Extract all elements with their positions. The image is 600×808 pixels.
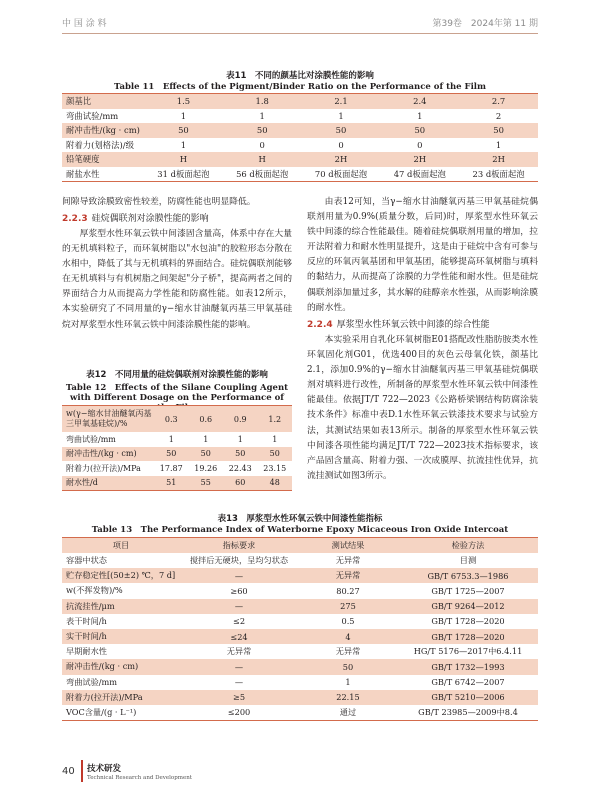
table13-row (62, 705, 538, 721)
table13-cell: GB/T 1732—1993 (431, 661, 505, 672)
section-2-2-3-number: 2.2.3 (62, 214, 88, 224)
table12-cell: 50 (269, 449, 280, 459)
table12-caption-en: Table 12 Effects of the Silane Coupling Agent with Different Dosage on the Performance of the Film (65, 383, 289, 413)
table13-cell: GB/T 6753.3—1986 (427, 570, 509, 581)
table13-row (62, 659, 538, 674)
table11 (62, 93, 538, 182)
table13-cell: 4 (345, 631, 351, 642)
table12-cell: 50 (235, 449, 246, 459)
table13-cell: 搅拌后无硬块，呈均匀状态 (189, 555, 289, 566)
table12-row-label: 弯曲试验/mm (66, 434, 116, 444)
table11-cell: H (258, 154, 266, 165)
section-2-2-4-number: 2.2.4 (307, 320, 333, 330)
table11-cell: 1 (259, 110, 265, 121)
table13-row (62, 644, 538, 659)
table13-row (62, 583, 538, 598)
table12-header-cell: 0.3 (154, 406, 189, 433)
section-2-2-3-heading (62, 211, 292, 224)
table11-cell: 1.8 (223, 94, 302, 109)
table13-caption-cn: 表13 厚浆型水性环氧云铁中间漆性能指标 (217, 514, 383, 524)
table11-cell: 1.5 (144, 94, 223, 109)
table12-cell: 1 (168, 434, 174, 444)
table13-cell: GB/T 6742—2007 (431, 677, 505, 688)
table12-row (62, 432, 292, 447)
issue-info: 第39卷 2024年第 11 期 (432, 19, 538, 29)
table12-cell: 17.87 (159, 463, 183, 473)
table13-cell: — (234, 677, 244, 688)
table13-cell: ≥5 (232, 692, 246, 703)
table12-cell: 23.15 (263, 463, 287, 473)
table11-cell: 2H (334, 154, 348, 165)
section-2-2-4-heading (307, 317, 538, 330)
table13-cell: 抗流挂性/μm (66, 600, 115, 611)
table13-row (62, 553, 538, 568)
table11-cell: 23 d板面起泡 (459, 167, 538, 182)
table11-cell: 70 d板面起泡 (302, 167, 381, 182)
table11-cell: 1 (495, 139, 502, 150)
table13-cell: GB/T 23985—2009中8.4 (398, 705, 538, 721)
table11-cell: 50 (493, 125, 504, 136)
table11-cell: 0 (338, 139, 344, 150)
table12-cell: 22.43 (228, 463, 252, 473)
footer-section-en: Technical Research and Development (87, 775, 192, 781)
table11-row (62, 167, 538, 182)
table12-row-label: 耐冲击性/(kg · cm) (66, 449, 137, 459)
footer-accent-bar (81, 760, 83, 782)
table13-row (62, 675, 538, 690)
header-rule (62, 33, 538, 34)
table11-cell: 2.4 (380, 94, 459, 109)
table13-cell: 无异常 (226, 646, 252, 657)
table11-cell: 2H (492, 154, 505, 165)
left-paragraph: 厚浆型水性环氧云铁中间漆固含量高，体系中存在大量的无机填料粒子，而环氧树脂以"水包油"的胶粒形态分散在水相中，降低了其与无机填料的界面结合。硅烷偶联剂能够在无机填料与有机树脂之间架起"分子桥"，提高两者之间的界面结合力从而提高力学性能和防腐性能。如表12所示，本实验研究了不同用量的γ−缩水甘油醚氧丙基三甲氧基硅烷对厚浆型水性环氧云铁中间漆涂膜性能的影响。 (62, 229, 292, 330)
table11-cell: 2.7 (459, 94, 538, 109)
table11-cell: 2 (495, 110, 502, 121)
table13-cell: — (234, 570, 244, 581)
table13-cell: GB/T 9264—2012 (431, 601, 505, 612)
table12-row (62, 476, 292, 491)
table13-cell: 22.15 (336, 692, 360, 703)
table13-cell: 目测 (459, 555, 477, 566)
table13-cell: 通过 (298, 705, 398, 721)
table12-cell: 51 (154, 476, 189, 491)
table13-cell: 实干时间/h (66, 631, 107, 642)
table12-cell: 50 (200, 449, 211, 459)
table11-cell: H (179, 154, 188, 165)
table11-caption-en: Table 11 Effects of the Pigment/Binder Ratio on the Performance of the Film (113, 82, 487, 92)
table11-row-label: 耐盐水性 (62, 167, 144, 182)
table13-cell: 80.27 (336, 585, 360, 596)
right-paragraph-1: 由表12可知，当γ−缩水甘油醚氧丙基三甲氧基硅烷偶联剂用量为0.9%(质量分数，后同)时，厚浆型水性环氧云铁中间漆的综合性能最佳。随着硅烷偶联剂用量的增加，拉开法附着力和耐水性明显提升，这是由于硅烷中含有可参与反应的环氧丙氧基团和甲氧基团，能够提高环氧树脂与填料的黏结力，从而提高了涂膜的力学性能和耐水性。但是硅烷偶联剂添加量过多，其水解的硅醇亲水性强，从而影响涂膜的耐水性。 (307, 197, 538, 313)
table12-row (62, 447, 292, 462)
table11-cell: 1 (417, 110, 423, 121)
table13-row (62, 690, 538, 705)
table13-cell: GB/T 1728—2020 (431, 616, 505, 627)
table11-cell: 2H (413, 154, 427, 165)
table13-cell: 弯曲试验/mm (66, 676, 118, 687)
table11-cell: 2.1 (302, 94, 381, 109)
table13-header-cell: 检验方法 (398, 538, 538, 554)
table11-cell: 50 (256, 125, 268, 136)
table12-cell: 1 (237, 434, 243, 444)
table13-cell: HG/T 5176—2017中6.4.11 (413, 646, 523, 657)
section-2-2-4-title: 厚浆型水性环氧云铁中间漆的综合性能 (336, 320, 490, 330)
table12-cell: 55 (189, 476, 224, 491)
left-intro-text: 间隙导致涂膜致密性较差，防腐性能也明显降低。 (62, 197, 256, 207)
table12-row-label: 附着力(拉开法)/MPa (66, 463, 141, 473)
table13-cell: 表干时间/h (66, 615, 107, 626)
table13-header-row (62, 538, 538, 554)
table13-cell: 耐冲击性/(kg · cm) (66, 661, 139, 672)
table11-row (62, 138, 538, 153)
table13-cell: GB/T 1725—2007 (431, 585, 505, 596)
table12-header-label: w(γ−缩水甘油醚氧丙基三甲氧基硅烷)/% (62, 406, 154, 433)
table11-cell: 31 d板面起泡 (144, 167, 223, 182)
table13-cell: 50 (342, 661, 354, 672)
table11-cell: 1 (180, 110, 187, 121)
table11-row (62, 109, 538, 124)
table11-cell: 0 (417, 139, 423, 150)
table11-row (62, 94, 538, 109)
journal-name: 中 国 涂 料 (62, 19, 107, 29)
table11-caption-cn: 表11 不同的颜基比对涂膜性能的影响 (226, 71, 374, 81)
table11-cell: 56 d板面起泡 (223, 167, 302, 182)
table12-header-cell: 1.2 (258, 406, 293, 433)
table13-cell: 早期耐水性 (66, 646, 107, 657)
table12-row-label: 耐水性/d (62, 476, 154, 491)
right-paragraph-2: 本实验采用自乳化环氧树脂E01搭配改性脂肪胺类水性环氧固化剂G01，优选400目的灰色云母氧化铁，颜基比2.1，添加0.9%的γ−缩水甘油醚氧丙基三甲氧基硅烷偶联剂对填料进行改性，所制备的厚浆型水性环氧云铁中间漆性能最佳。依据JT/T 722—2023《公路桥梁钢结构防腐涂装技术条件》标准中表D.1水性环氧云铁漆技术要求与试验方法，其测试结果如表13所示。制备的厚浆型水性环氧云铁中间漆各项性能均满足JT/T 722—2023技术指标要求，该产品固含量高、附着力强、一次成膜厚、抗流挂性优异，抗流挂测试如图3所示。 (307, 335, 538, 481)
table13-cell: 无异常 (335, 646, 361, 657)
table12-header-row (62, 406, 292, 433)
table11-row (62, 123, 538, 138)
table13-row (62, 599, 538, 614)
table11-cell: 50 (335, 125, 347, 136)
table13-cell: 容器中状态 (66, 555, 107, 566)
table13-cell: GB/T 5210—2006 (431, 692, 505, 703)
table13-cell: VOC含量/(g · L⁻¹) (62, 705, 180, 721)
table13-cell: 贮存稳定性[(50±2) ℃，7 d] (66, 570, 176, 581)
table13-cell: ≤2 (232, 616, 246, 627)
table13-caption-en: Table 13 The Performance Index of Waterborne Epoxy Micaceous Iron Oxide Intercoat (91, 525, 509, 535)
table13 (62, 537, 538, 721)
table13-cell: ≤24 (230, 631, 248, 642)
table12 (62, 405, 292, 491)
table11-row-label: 附着力(划格法)/级 (66, 139, 134, 150)
table11-cell: 0 (259, 139, 265, 150)
table12-cell: 50 (166, 449, 177, 459)
table11-cell: 50 (414, 125, 426, 136)
table12-cell: 48 (258, 476, 293, 491)
table13-row (62, 614, 538, 629)
table11-cell: 1 (180, 139, 187, 150)
table12-caption-cn: 表12 不同用量的硅烷偶联剂对涂膜性能的影响 (86, 370, 268, 380)
table13-cell: ≤200 (180, 705, 298, 721)
table11-row-label: 弯曲试验/mm (66, 110, 119, 121)
table12-header-cell: 0.6 (189, 406, 224, 433)
table13-cell: 275 (340, 601, 356, 612)
table11-row (62, 152, 538, 167)
table13-cell: 无异常 (335, 555, 361, 566)
table11-row-label: 铅笔硬度 (66, 154, 100, 165)
table11-cell: 1 (338, 110, 344, 121)
table13-header-cell: 指标要求 (180, 538, 298, 554)
table13-cell: 0.5 (341, 616, 355, 627)
table13-cell: — (234, 661, 244, 672)
table13-cell: — (234, 601, 244, 612)
page-number: 40 (62, 766, 75, 777)
footer-section-cn: 技术研发 (87, 764, 122, 774)
table11-cell: 50 (178, 125, 189, 136)
table13-row (62, 568, 538, 583)
table12-cell: 19.26 (194, 463, 218, 473)
table13-header-cell: 项目 (62, 538, 180, 554)
table12-cell: 60 (223, 476, 258, 491)
table13-cell: w(不挥发物)/% (66, 585, 123, 596)
section-2-2-3-title: 硅烷偶联剂对涂膜性能的影响 (91, 214, 209, 224)
table11-cell: 47 d板面起泡 (380, 167, 459, 182)
table13-cell: GB/T 1728—2020 (431, 631, 505, 642)
table12-cell: 1 (203, 434, 209, 444)
table13-cell: 1 (345, 677, 351, 688)
table13-header-cell: 测试结果 (298, 538, 398, 554)
table11-row-label: 耐冲击性/(kg · cm) (66, 125, 140, 136)
table12-cell: 1 (272, 434, 278, 444)
table11-row-label: 颜基比 (62, 94, 144, 109)
table13-cell: 无异常 (335, 570, 361, 581)
table12-header-cell: 0.9 (223, 406, 258, 433)
table13-cell: 附着力(拉开法)/MPa (66, 691, 143, 702)
table12-row (62, 461, 292, 476)
table13-row (62, 629, 538, 644)
table13-cell: ≥60 (230, 585, 248, 596)
